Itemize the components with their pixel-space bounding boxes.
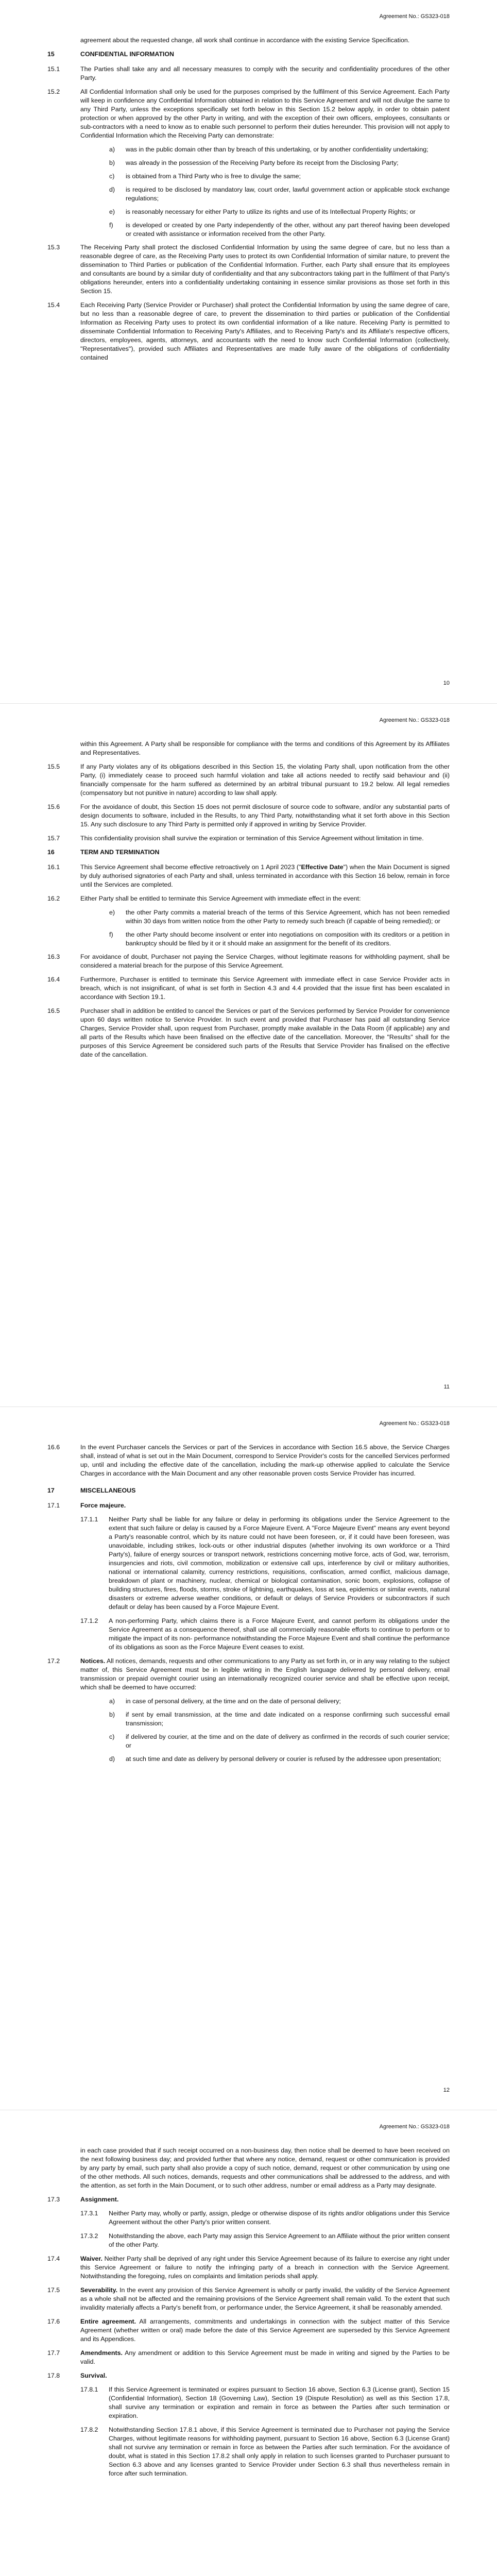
clause-17-8-1: 17.8.1 If this Service Agreement is terminated or expires pursuant to Section 16 above, Section 6.3 (License grant), Section 15 (Confidential Information), Section 18 (Governing Law), Section 19 (Dispute Resolution) as well as this Section 17.8, shall survive any termination or expiration and remain in force as between the Parties after such termination or expiration. <box>80 2386 450 2419</box>
list-item: e) the other Party commits a material breach of the terms of this Service Agreement, which has not been remedied within 30 days from written notice from the other Party to remedy such breach (if capable of being remedied); or <box>109 909 450 925</box>
list-item: a) in case of personal delivery, at the time and on the date of personal delivery; <box>109 1698 341 1705</box>
section-heading: 15 CONFIDENTIAL INFORMATION <box>47 50 174 58</box>
list-item: a) was in the public domain other than by breach of this undertaking, or by another confidentiality undertaking; <box>109 146 429 153</box>
clause-16-4: 16.4 Furthermore, Purchaser is entitled to terminate this Service Agreement with immediate effect in case Service Provider acts in breach, which is not insignificant, of what is set forth in Section 4.3 and 4.4 provided that the issue first has been escalated in accordance with Section 19.1. <box>47 976 450 1001</box>
clause-17-1: 17.1 Force majeure. <box>47 1502 126 1509</box>
page-body <box>47 740 450 1064</box>
page-number: 10 <box>443 680 450 686</box>
clause-17-3-2: 17.3.2 Notwithstanding the above, each Party may assign this Service Agreement to an Affiliate without the prior written consent of the other Party. <box>80 2232 450 2248</box>
list-item: f) is developed or created by one Party independently of the other, without any part thereof having been developed or created with assistance or information received from the other Party. <box>109 222 450 238</box>
agreement-ref: Agreement No.: GS323-018 <box>379 717 450 723</box>
clause-15-4: 15.4 Each Receiving Party (Service Provider or Purchaser) shall protect the Confidential Information by using the same degree of care, but no less than a reasonable degree of care, to prevent the dissemination to third parties or publication of the Confidential Information as Receiving Party uses to protect its own confidential information of a like nature. Receiving Party is permitted to disseminate Confidential Information to Receiving Party's Affiliates, and to Receiving Party's and its Affiliate's respective officers, directors, employees, agents, attorneys, and accountants with the need to know such Confidential Information (collectively, "Representatives"), provided such Affiliates and Representatives are made fully aware of the obligations of confidentiality contained <box>47 301 450 361</box>
page-body <box>47 1443 450 1768</box>
clause-15-6: 15.6 For the avoidance of doubt, this Section 15 does not permit disclosure of source code to software, and/or any substantial parts of design documents to software, included in the Results, to any Third Party, notwithstanding what it set forth above in this Section 15. Any such disclosure to any Third Party is permitted only if approved in writing by Service Provider. <box>47 803 450 828</box>
list-item: c) is obtained from a Third Party who is free to divulge the same; <box>109 173 301 180</box>
list-item: e) is reasonably necessary for either Party to utilize its rights and use of its Intellectual Property Rights; or <box>109 208 416 215</box>
section-heading: 17 MISCELLANEOUS <box>47 1487 136 1494</box>
clause-17-2: 17.2 Notices. All notices, demands, requests and other communications to any Party as set forth in, or in any way relating to the subject matter of, this Service Agreement must be in legible writing in the English language delivered by personal delivery, email transmission or prepaid overnight courier using an internationally recognized courier service and shall be effective upon receipt, which shall be deemed to have occurred: <box>47 1657 450 1691</box>
list-item: f) the other Party should become insolvent or enter into negotiations on composition with its creditors or a petition in bankruptcy should be filed by it or it should make an assignment for the benefit of its creditors. <box>109 931 450 947</box>
page-body <box>47 2146 450 2483</box>
clause-15-5: 15.5 If any Party violates any of its obligations described in this Section 15, the violating Party shall, upon notification from the other Party, (i) immediately cease to proceed such harmful violation and take all actions needed to rectify said behaviour and (ii) financially compensate for the harm suffered as determined by an arbitral tribunal pursuant to 19.2 below. All legal remedies (compensatory but not punitive in nature) according to law shall apply. <box>47 763 450 796</box>
section-heading: 16 TERM AND TERMINATION <box>47 849 160 856</box>
clause-17-8: 17.8 Survival. <box>47 2372 107 2379</box>
clause-17-1-1: 17.1.1 Neither Party shall be liable for any failure or delay in performing its obligations under the Service Agreement to the extent that such failure or delay is caused by a Force Majeure Event. A "Force Majeure Event" means any event beyond a Party's reasonable control, which by its nature could not have been foreseen, or, if it could have been foreseen, was unavoidable, including strikes, lock-outs or other industrial disputes (whether involving its own workforce or a Third Party's), failure of energy sources or transport network, restrictions concerning motive force, acts of God, war, terrorism, insurgencies and riots, civil commotion, mobilization or extensive call ups, interference by civil or military authorities, national or international calamity, currency restrictions, requisitions, confiscation, armed conflict, malicious damage, breakdown of plant or machinery, nuclear, chemical or biological contamination, sonic boom, explosions, collapse of building structures, fires, floods, storms, stroke of lightning, earthquakes, loss at sea, epidemics or similar events, natural disasters or extreme adverse weather conditions, or default or delays of Service Providers or subcontractors if such default or delay has been caused by a Force Majeure Event. <box>80 1516 450 1611</box>
clause-16-3: 16.3 For avoidance of doubt, Purchaser not paying the Service Charges, without legitimate reasons for withholding payment, shall be considered a material breach for the purpose of this Service Agreement. <box>47 953 450 969</box>
page-number: 11 <box>443 1384 450 1390</box>
page-13 <box>0 2110 497 2576</box>
agreement-ref: Agreement No.: GS323-018 <box>379 13 450 20</box>
clause-15-7: 15.7 This confidentiality provision shall survive the expiration or termination of this Service Agreement without limitation in time. <box>47 835 424 842</box>
page-body <box>47 36 450 367</box>
list-item: d) at such time and date as delivery by personal delivery or courier is refused by the addressee upon presentation; <box>109 1755 441 1762</box>
clause-16-6: 16.6 In the event Purchaser cancels the Services or part of the Services in accordance with Section 16.5 above, the Service Charges shall, instead of what is set out in the Main Document, correspond to Service Provider's costs for the cancelled Services performed up, until and including the effective date of the cancellation, including the mark-up otherwise applied to calculate the Service Charges in accordance with the Main Document and any other reasonable proven costs Service Provider has incurred. <box>47 1444 450 1477</box>
clause-17-1-2: 17.1.2 A non-performing Party, which claims there is a Force Majeure Event, and cannot perform its obligations under the Service Agreement as a consequence thereof, shall use all commercially reasonable efforts to continue to perform or to mitigate the impact of its non- performance notwithstanding the Force Majeure Event and shall continue the performance of its obligations as soon as the Force Majeure Event ceases to exist. <box>80 1617 450 1651</box>
page-number: 12 <box>443 2087 450 2093</box>
page-10 <box>0 0 497 703</box>
clause-17-5: 17.5 Severability. In the event any provision of this Service Agreement is wholly or partly invalid, the validity of the Service Agreement as a whole shall not be affected and the remaining provisions of the Service Agreement shall remain valid. To the extent that such invalidity materially affects a Party's benefit from, or performance under, the Service Agreement, it shall be reasonably amended. <box>47 2286 450 2311</box>
clause-15-1: 15.1 The Parties shall take any and all necessary measures to comply with the security and confidentiality procedures of the other Party. <box>47 65 450 81</box>
clause-17-3: 17.3 Assignment. <box>47 2196 119 2203</box>
page-12 <box>0 1407 497 2110</box>
clause-16-5: 16.5 Purchaser shall in addition be entitled to cancel the Services or part of the Services performed by Service Provider for convenience upon 60 days written notice to Service Provider. In such event and provided that Purchaser has paid all outstanding Service Charges, Service Provider shall, upon request from Purchaser, promptly make available in the Data Room (if applicable) any and all parts of the Results which have been finalised on the effective date of the cancellation. Moreover, the "Results" shall for the purposes of this Service Agreement be considered such parts of the Results that Service Provider has finalised on the effective date of the cancellation. <box>47 1007 450 1058</box>
clause-16-2: 16.2 Either Party shall be entitled to terminate this Service Agreement with immediate effect in the event: <box>47 895 361 902</box>
continued-text: in each case provided that if such receipt occurred on a non-business day, then notice shall be deemed to have been received on the next following business day; and provided further that where any notice, demand, request or other communication is provided by any party by email, such party shall also provide a copy of such notice, demand, request or other communication by using one of the other methods. All such notices, demands, requests and other communications shall be addressed to the address, and with the attention, as set forth in the Main Document, or to such other address, number or email address as a Party may designate. <box>80 2147 450 2189</box>
clause-17-8-2: 17.8.2 Notwithstanding Section 17.8.1 above, if this Service Agreement is terminated due to Purchaser not paying the Service Charges, without legitimate reasons for withholding payment, pursuant to Section 16 above, Section 6.3 (License Grant) shall not survive any termination or remain in force as between the Parties after such termination. For the avoidance of doubt, what is stated in this Section 17.8.2 shall only apply in relation to such licenses granted to Purchaser pursuant to Section 6.3 above and any licenses granted to Service Provider under Section 6.3 shall thus nevertheless remain in force after such termination. <box>80 2426 450 2477</box>
list-item: b) was already in the possession of the Receiving Party before its receipt from the Disclosing Party; <box>109 159 399 166</box>
continued-text: within this Agreement. A Party shall be responsible for compliance with the terms and conditions of this Agreement by its Affiliates and Representatives. <box>80 740 450 756</box>
list-item: d) is required to be disclosed by mandatory law, court order, lawful government action or applicable stock exchange regulations; <box>109 186 450 202</box>
clause-17-3-1: 17.3.1 Neither Party may, wholly or partly, assign, pledge or otherwise dispose of its rights and/or obligations under this Service Agreement without the other Party's prior written consent. <box>80 2210 450 2226</box>
clause-15-2: 15.2 All Confidential Information shall only be used for the purposes comprised by the fulfilment of this Service Agreement. Each Party will keep in confidence any Confidential Information obtained in relation to this Service Agreement and will not divulge the same to any Third Party, unless the exceptions specifically set forth below in this Section 15.2 below apply, in order to obtain patent protection or when approved by the other Party in writing, and with the exception of their own officers, employees, consultants or sub-contractors with a need to know as to enable such personnel to perform their duties hereunder. This provision will not apply to Confidential Information which the Receiving Party can demonstrate: <box>47 88 450 139</box>
list-item: c) if delivered by courier, at the time and on the date of delivery as confirmed in the records of such courier service; or <box>109 1733 450 1749</box>
intro-text: agreement about the requested change, all work shall continue in accordance with the existing Service Specification. <box>80 37 410 44</box>
clause-17-6: 17.6 Entire agreement. All arrangements, commitments and undertakings in connection with the subject matter of this Service Agreement (whether written or oral) made before the date of this Service Agreement are superseded by this Service Agreement and its Appendices. <box>47 2318 450 2343</box>
list-item: b) if sent by email transmission, at the time and date indicated on a response confirming such successful email transmission; <box>109 1711 450 1727</box>
agreement-ref: Agreement No.: GS323-018 <box>379 2124 450 2130</box>
clause-15-3: 15.3 The Receiving Party shall protect the disclosed Confidential Information by using the same degree of care, but no less than a reasonable degree of care, as the Receiving Party uses to protect its own Confidential Information of similar nature, to prevent the dissemination to Third Parties or publication of the Confidential Information. Further, each Party shall ensure that its employees and consultants are bound by a similar duty of confidentiality and that any subcontractors taking part in the fulfilment of that Party's obligations hereunder, enters into a confidentiality undertaking containing in essence similar provisions as those set forth in this Section 15. <box>47 244 450 295</box>
clause-17-4: 17.4 Waiver. Neither Party shall be deprived of any right under this Service Agreement because of its failure to exercise any right under this Service Agreement or failure to notify the infringing party of a breach in connection with the Service Agreement. Notwithstanding the foregoing, rules on complaints and limitation periods shall apply. <box>47 2255 450 2280</box>
page-11 <box>0 704 497 1406</box>
clause-16-1: 16.1 This Service Agreement shall become effective retroactively on 1 April 2023 ("Effective Date") when the Main Document is signed by duly authorised signatories of each Party and shall, unless terminated in accordance with this Section 16 below, remain in force until the Services are completed. <box>47 863 450 888</box>
clause-17-7: 17.7 Amendments. Any amendment or addition to this Service Agreement must be made in writing and signed by the Parties to be valid. <box>47 2349 450 2365</box>
agreement-ref: Agreement No.: GS323-018 <box>379 1420 450 1427</box>
